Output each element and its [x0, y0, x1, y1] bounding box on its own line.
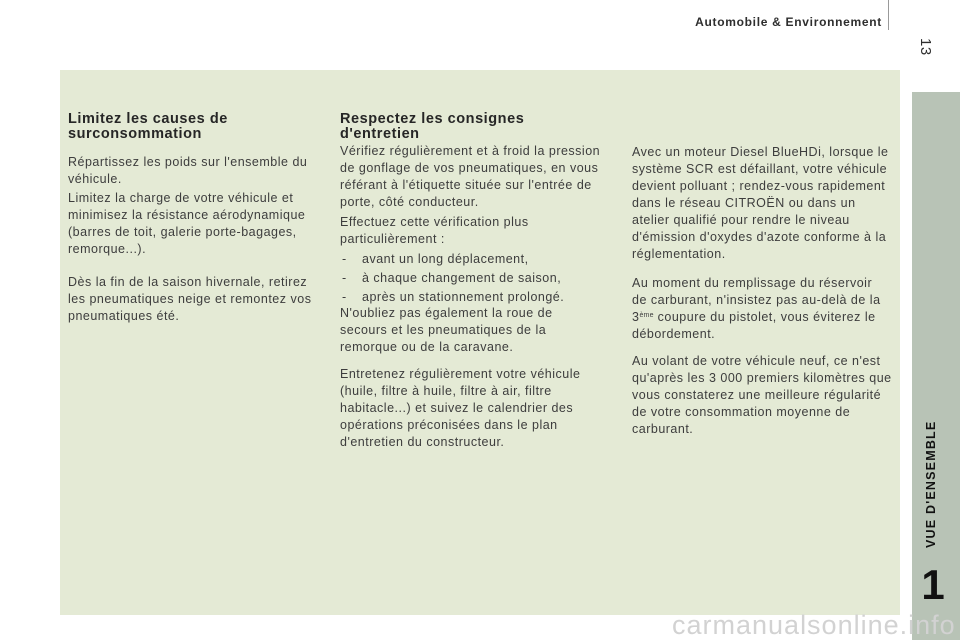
column-2-paragraph: Entretenez régulièrement votre véhicule (huile, filtre à huile, filtre à air, filtre habitacle...) et suivez le calendrier des opérations préconisées dans le plan d'entretien du constructeur.: [340, 367, 581, 449]
ordinal-superscript: ème: [639, 312, 654, 319]
column-3-paragraph: Au volant de votre véhicule neuf, ce n'est qu'après les 3 000 premiers kilomètres que vous constaterez une meilleure régularité de votre consommation moyenne de carburant.: [632, 354, 892, 436]
list-item: [342, 269, 564, 288]
column-1-heading: Limitez les causes de surconsommation: [68, 111, 228, 142]
chapter-title: VUE D'ENSEMBLE: [924, 420, 938, 548]
column-2-paragraph: Effectuez cette vérification plus particulièrement :: [340, 215, 529, 246]
list-item-text: après un stationnement prolongé.: [362, 290, 565, 304]
chapter-tab: [912, 92, 960, 640]
column-3-paragraph: Avec un moteur Diesel BlueHDi, lorsque le système SCR est défaillant, votre véhicule devient polluant ; rendez-vous rapidement dans le réseau CITROËN ou dans un atelier qualifié pour rendre le niveau d'émission d'oxydes d'azote conforme à la réglementation.: [632, 145, 889, 261]
list-marker: -: [342, 252, 347, 266]
section-title: Automobile & Environnement: [695, 15, 882, 29]
watermark: carmanualsonline.info: [672, 610, 956, 640]
column-3-paragraph: [632, 275, 881, 343]
column-1-paragraph: Limitez la charge de votre véhicule et minimisez la résistance aérodynamique (barres de toit, galerie porte-bagages, remorque...).: [68, 191, 306, 256]
list-marker: -: [342, 290, 347, 304]
page-number: 13: [917, 38, 934, 56]
column-2-heading: Respectez les consignes d'entretien: [340, 111, 525, 142]
header-divider: [888, 0, 889, 30]
column-2-paragraph: Vérifiez régulièrement et à froid la pression de gonflage de vos pneumatiques, en vous référant à l'étiquette située sur l'entrée de porte, côté conducteur.: [340, 144, 601, 209]
check-list: [342, 250, 564, 307]
list-item: [342, 250, 564, 269]
column-1-paragraph: Répartissez les poids sur l'ensemble du véhicule.: [68, 155, 308, 186]
paragraph-text: Au moment du remplissage du réservoir de carburant, n'insistez pas au-delà de la 3: [632, 276, 881, 324]
column-2-paragraph: N'oubliez pas également la roue de secours et les pneumatiques de la remorque ou de la caravane.: [340, 306, 553, 354]
list-item-text: à chaque changement de saison,: [362, 271, 562, 285]
list-marker: -: [342, 271, 347, 285]
chapter-number: 1: [921, 561, 945, 608]
list-item-text: avant un long déplacement,: [362, 252, 529, 266]
paragraph-text: coupure du pistolet, vous éviterez le débordement.: [632, 310, 876, 341]
column-1-paragraph: Dès la fin de la saison hivernale, retirez les pneumatiques neige et remontez vos pneumatiques été.: [68, 275, 312, 323]
